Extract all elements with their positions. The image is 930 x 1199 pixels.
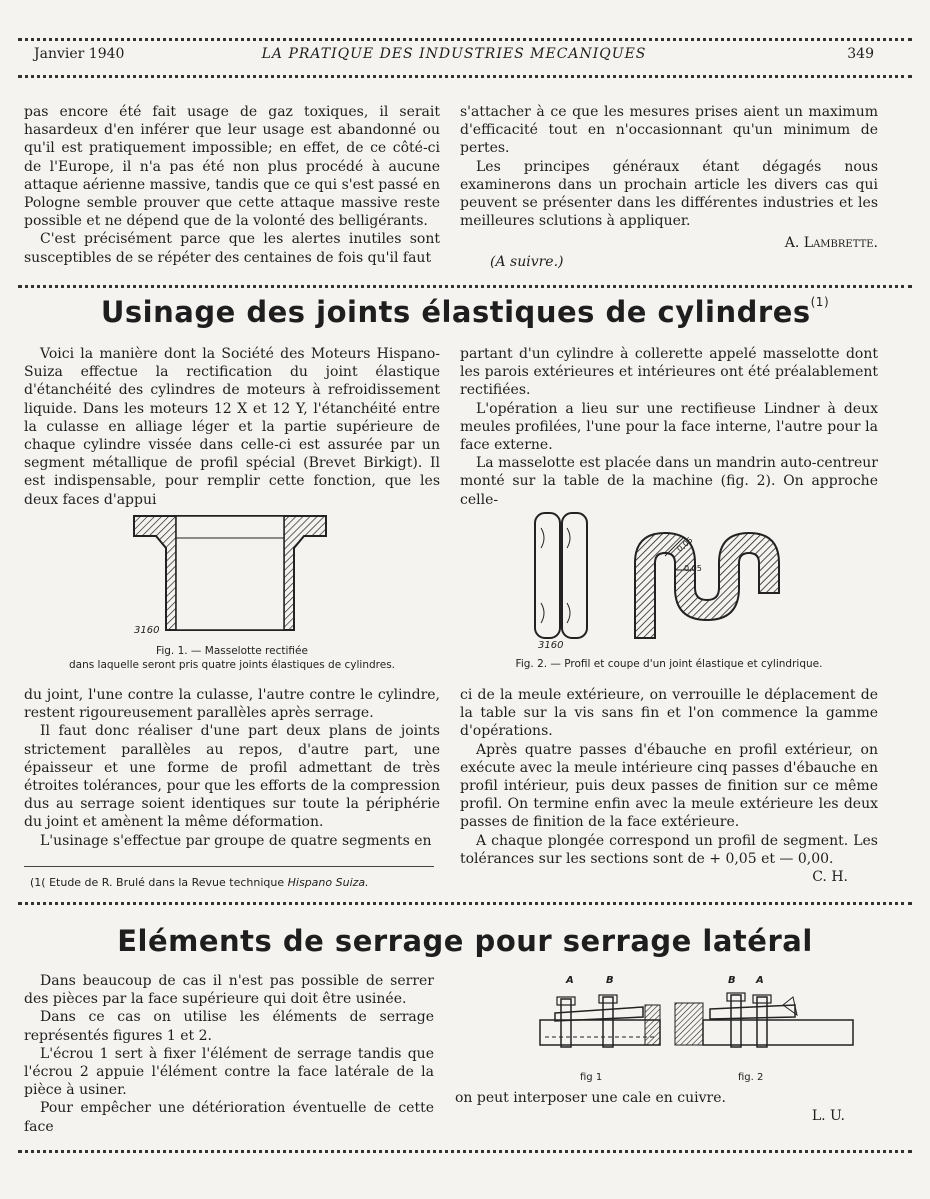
- paragraph: L'opération a lieu sur une rectifieuse Lindner à deux meules profilées, l'une pour la face interne, l'autre pour la face externe.: [460, 400, 878, 454]
- paragraph: Il faut donc réaliser d'une part deux plans de joints strictement parallèles au repos, d'autre part, une épaisseur et une forme de profil admettant de très étroites tolérances, pour que les efforts de la compression dus au serrage soient identiques sur toute la périphérie du joint et amènent la même déformation.: [24, 723, 440, 831]
- fig1-caption-line2: dans laquelle seront pris quatre joints élastiques de cylindres.: [68, 659, 396, 671]
- section-divider: [18, 285, 912, 288]
- footnote-source: Hispano Suiza.: [287, 876, 369, 889]
- fig2-label: fig. 2: [738, 1072, 764, 1083]
- article-title: Eléments de serrage pour serrage latéral: [117, 924, 813, 958]
- fig2-joint-profile-drawing: [525, 508, 825, 643]
- to-be-continued: (A suivre.): [490, 253, 564, 270]
- paragraph: s'attacher à ce que les mesures prises aient un maximum d'efficacité tout en n'occasionnant qu'un minimum de pertes.: [460, 104, 878, 157]
- fig1-caption-line1: Fig. 1. — Masselotte rectifiée: [156, 645, 308, 657]
- fig2-dimension-2: 0,05: [684, 564, 702, 573]
- fig2-code: 3160: [538, 640, 564, 651]
- paragraph: L'écrou 1 sert à fixer l'élément de serrage tandis que l'écrou 2 appuie l'élément contre la face latérale de la pièce à usiner.: [24, 1045, 434, 1099]
- footnote-ref: (1): [810, 295, 830, 309]
- paragraph: ci de la meule extérieure, on verrouille le déplacement de la table sur la vis sans fin et l'on commence la gamme d'opérations.: [460, 687, 878, 740]
- paragraph: pas encore été fait usage de gaz toxiques, il serait hasardeux d'en inférer que leur usage est abandonné ou qu'il est pratiquement impossible; en effet, de ce côté-ci de l'Europe, il n'a pas été non plus procédé à aucune attaque aérienne massive, tandis que ce qui s'est passé en Pologne semble prouver que cette attaque massive reste possible et ne dépend que de la volonté des belligérants.: [24, 104, 440, 230]
- article2-right-top: [460, 345, 878, 509]
- paragraph: C'est précisément parce que les alertes inutiles sont susceptibles de se répéter des centaines de fois qu'il faut: [24, 231, 440, 266]
- paragraph: Dans ce cas on utilise les éléments de serrage représentés figures 1 et 2.: [24, 1009, 434, 1044]
- paragraph: Voici la manière dont la Société des Moteurs Hispano-Suiza effectue la rectification du joint élastique d'étanchéité des cylindres de moteurs à refroidissement liquide. Dans les moteurs 12 X et 12 Y, l'étanchéité entre la culasse en alliage léger et la partie supérieure de chaque cylindre vissée dans celle-ci est assurée par un segment métallique de profil spécial (Brevet Birkigt). Il est indispensable, pour remplir cette fonction, que les deux faces d'appui: [24, 346, 440, 508]
- footnote-text: (1( Etude de R. Brulé dans la Revue technique: [30, 876, 288, 889]
- clamping-elements-figures: [535, 975, 865, 1065]
- page-number: 349: [847, 46, 874, 62]
- article-title-text: Usinage des joints élastiques de cylindres: [100, 295, 811, 329]
- paragraph: Dans beaucoup de cas il n'est pas possible de serrer des pièces par la face supérieure qui doit être usinée.: [24, 973, 434, 1008]
- section-divider: [18, 902, 912, 905]
- paragraph: partant d'un cylindre à collerette appelé masselotte dont les parois extérieures et intérieures ont été préalablement rectifiées.: [460, 346, 878, 399]
- paragraph: A chaque plongée correspond un profil de segment. Les tolérances sur les sections sont de + 0,05 et — 0,00.: [460, 832, 878, 867]
- paragraph: L'usinage s'effectue par groupe de quatre segments en: [40, 832, 432, 849]
- fig1-caption: [24, 644, 440, 672]
- author-signature: L. U.: [811, 1108, 845, 1125]
- article3-right-column: [455, 1089, 875, 1125]
- fig1-masselotte-drawing: [120, 508, 340, 638]
- article2-left-top: [24, 345, 440, 509]
- paragraph: Pour empêcher une détérioration éventuelle de cette face: [24, 1100, 434, 1135]
- top-article-left-column: [24, 103, 440, 267]
- paragraph: La masselotte est placée dans un mandrin auto-centreur monté sur la table de la machine (fig. 2). On approche celle-: [460, 455, 878, 508]
- fig1-label-b: B: [606, 975, 614, 986]
- footnote-rule: [24, 866, 434, 867]
- fig2-caption: Fig. 2. — Profil et coupe d'un joint élastique et cylindrique.: [515, 658, 823, 670]
- author-signature: C. H.: [812, 869, 848, 886]
- fig1-label: fig 1: [580, 1072, 603, 1083]
- article2-right-bottom: [460, 686, 878, 886]
- fig1-label-a: A: [566, 975, 574, 986]
- author-signature: A. Lambrette.: [784, 235, 878, 252]
- paragraph: du joint, l'une contre la culasse, l'autre contre le cylindre, restent rigoureusement parallèles après serrage.: [24, 687, 440, 722]
- issue-date: Janvier 1940: [34, 46, 125, 62]
- footnote: [30, 876, 369, 889]
- paragraph: on peut interposer une cale en cuivre.: [455, 1090, 726, 1106]
- header-top-rule: [18, 38, 912, 41]
- page-bottom-rule: [18, 1150, 912, 1153]
- fig2-label-b: B: [728, 975, 736, 986]
- journal-title: LA PRATIQUE DES INDUSTRIES MECANIQUES: [261, 46, 647, 62]
- fig2-dimension-1: 0,05: [675, 535, 695, 554]
- paragraph: Après quatre passes d'ébauche en profil extérieur, on exécute avec la meule intérieure cinq passes d'ébauche en profil intérieur, puis deux passes de finition sur ce même profil. On termine enfin avec la meule extérieure les deux passes de finition de la face extérieure.: [460, 741, 878, 831]
- header-bottom-rule: [18, 75, 912, 78]
- paragraph: Les principes généraux étant dégagés nous examinerons dans un prochain article les divers cas qui peuvent se présenter dans les différentes industries et les meilleures sclutions à appliquer.: [460, 158, 878, 230]
- article-title: [0, 295, 930, 329]
- fig2-label-a: A: [756, 975, 764, 986]
- article3-left-column: [24, 972, 434, 1136]
- fig1-code: 3160: [134, 625, 160, 636]
- top-article-right-column: [460, 103, 878, 271]
- article2-left-bottom: [24, 686, 440, 850]
